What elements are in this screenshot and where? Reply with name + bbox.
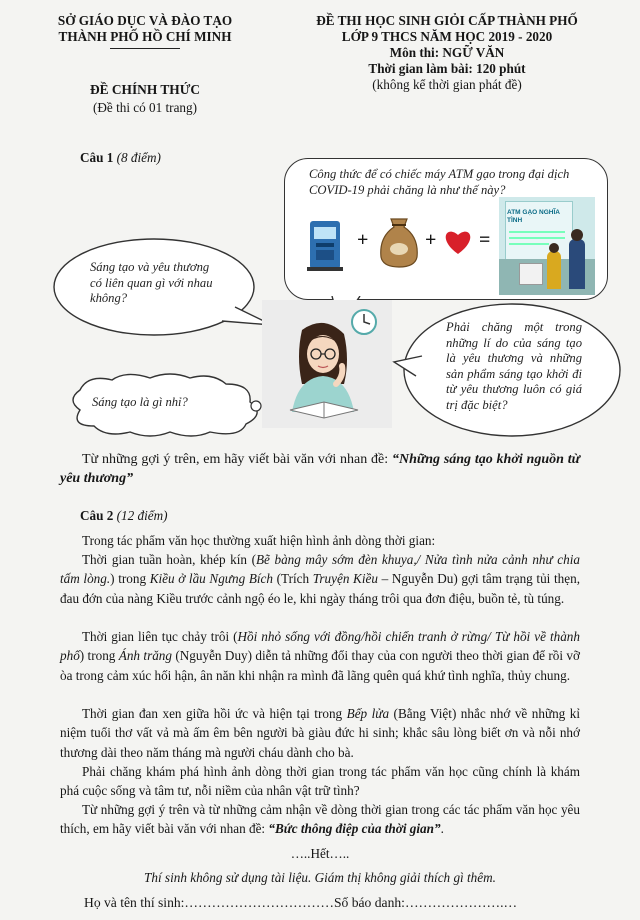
q2-p2-work: Ánh trăng — [118, 648, 172, 664]
atm-rice-sign: ATM GẠO NGHĨA TÌNH — [507, 209, 560, 224]
q2-p2-text-b: ) trong — [79, 648, 119, 664]
q2-paragraph-1 — [60, 550, 580, 608]
exam-time: Thời gian làm bài: 120 phút — [368, 61, 526, 76]
atm-formula-caption: Công thức để có chiếc máy ATM gạo trong đại dịch COVID-19 phải chăng là như thế này? — [309, 167, 570, 197]
q1-prompt-text: Từ những gợi ý trên, em hãy viết bài văn với nhan đề: — [82, 452, 392, 467]
equals-sign: = — [479, 229, 491, 251]
q2-essay-title: “Bức thông điệp của thời gian” — [268, 821, 441, 837]
q2-p1-text-c: (Trích — [273, 571, 313, 587]
candidate-name-label: Họ và tên thí sinh:…………………………… — [84, 895, 334, 910]
exam-time-note: (không kể thời gian phát đề) — [372, 77, 522, 92]
q1-prompt — [60, 450, 580, 489]
q1-heading — [80, 150, 161, 166]
atm-formula-bubble — [284, 158, 608, 300]
love-creativity-question: Sáng tạo và yêu thương có liên quan gì với nhau không? — [90, 260, 213, 305]
q1-label: Câu 1 — [80, 150, 114, 165]
department-name: SỞ GIÁO DỤC VÀ ĐÀO TẠO — [57, 13, 233, 28]
q2-paragraph-5 — [60, 800, 580, 839]
thinking-girl-illustration — [262, 300, 392, 428]
atm-machine-icon — [307, 219, 343, 271]
end-mark: …..Hết….. — [290, 846, 350, 861]
q2-p1-text-d: – Nguyễn Du) gợi tâm trạng tủi thẹn, đau đớn của nàng Kiều trước cảnh ngộ éo le, khi ngày tháng trôi qua đơn điệu, buồn tẻ, tù túng. — [60, 571, 580, 606]
q1-essay-title: “Những sáng tạo khởi nguồn từ yêu thương” — [60, 452, 580, 487]
plus-sign-1: + — [357, 229, 369, 251]
q2-p5-end: . — [440, 821, 444, 837]
what-is-creativity-question: Sáng tạo là gì nhỉ? — [92, 395, 188, 409]
q2-paragraph-2 — [60, 627, 580, 685]
left-header-rule — [110, 48, 180, 49]
exam-grade-year: LỚP 9 THCS NĂM HỌC 2019 - 2020 — [341, 29, 553, 44]
exam-title: ĐỀ THI HỌC SINH GIỎI CẤP THÀNH PHỐ — [316, 13, 578, 28]
q2-points: (12 điểm) — [116, 508, 168, 523]
rice-sack-icon — [377, 213, 421, 269]
city-name: THÀNH PHỐ HỒ CHÍ MINH — [58, 29, 232, 44]
pages-note: (Đề thi có 01 trang) — [93, 100, 197, 115]
q2-intro: Trong tác phẩm văn học thường xuất hiện hình ảnh dòng thời gian: — [82, 533, 436, 548]
q1-points: (8 điểm) — [116, 150, 161, 165]
q2-p1-quote: Bẽ bàng mây sớm đèn khuya,/ Nửa tình nửa cảnh như chia tấm lòng. — [60, 552, 580, 587]
q2-p2-quote: Hồi nhỏ sống với đồng/hồi chiến tranh ở rừng/ Từ hồi về thành phố — [60, 629, 580, 664]
q2-p2-text-c: (Nguyễn Duy) diễn tả những đổi thay của con người theo thời gian để rồi vỡ òa trong cảm xúc hối hận, ân năn khi nhận ra mình đã lãng quên quá khứ tình nghĩa, thủy chung. — [60, 648, 580, 683]
heart-icon — [443, 229, 473, 255]
q2-p3-work: Bếp lửa — [346, 706, 390, 721]
q2-paragraph-4: Phải chăng khám phá hình ảnh dòng thời gian trong tác phẩm văn học cũng chính là khám phá cuộc sống và tâm tư, nỗi niềm của nhân vật trữ tình? — [60, 764, 580, 799]
candidate-id-label: Số báo danh:………………….… — [333, 895, 518, 910]
footer-note: Thí sinh không sử dụng tài liệu. Giám thị không giải thích gì thêm. — [144, 870, 496, 885]
q2-p1-text: Thời gian tuần hoàn, khép kín ( — [82, 552, 256, 567]
reason-statement: Phải chăng một trong những lí do của sáng tạo là yêu thương và những sản phẩm sáng tạo khởi đi từ yêu thương luôn có giá trị đặc biệt? — [446, 320, 582, 412]
q2-p2-text: Thời gian liên tục chảy trôi ( — [82, 629, 238, 644]
exam-subject: Môn thi: NGỮ VĂN — [389, 45, 505, 60]
q2-paragraph-3 — [60, 704, 580, 762]
candidate-info-line — [84, 895, 624, 911]
q2-p3-text-b: (Bằng Việt) nhắc nhớ về những kỉ niệm tuổi thơ vất vả mà ấm êm bên người bà giàu đức hi sinh; khắc sâu lòng biết ơn và nỗi nhớ thương dài theo năm tháng mà người cháu dành cho bà. — [60, 706, 581, 760]
q2-p1-text-b: ) trong — [110, 571, 150, 587]
q2-p1-work: Kiều ở lầu Ngưng Bích — [149, 571, 273, 587]
q2-p3-text: Thời gian đan xen giữa hồi ức và hiện tại trong — [82, 706, 347, 721]
q2-p5-text: Từ những gợi ý trên và từ những cảm nhận về dòng thời gian trong các tác phẩm văn học yêu thích, em hãy viết bài văn với nhan đề: — [60, 802, 580, 837]
plus-sign-2: + — [425, 229, 437, 251]
q2-p1-source: Truyện Kiều — [312, 571, 378, 587]
q2-label: Câu 2 — [80, 508, 114, 523]
q2-heading — [80, 508, 168, 524]
atm-rice-photo — [499, 197, 595, 295]
official-label: ĐỀ CHÍNH THỨC — [89, 82, 201, 97]
